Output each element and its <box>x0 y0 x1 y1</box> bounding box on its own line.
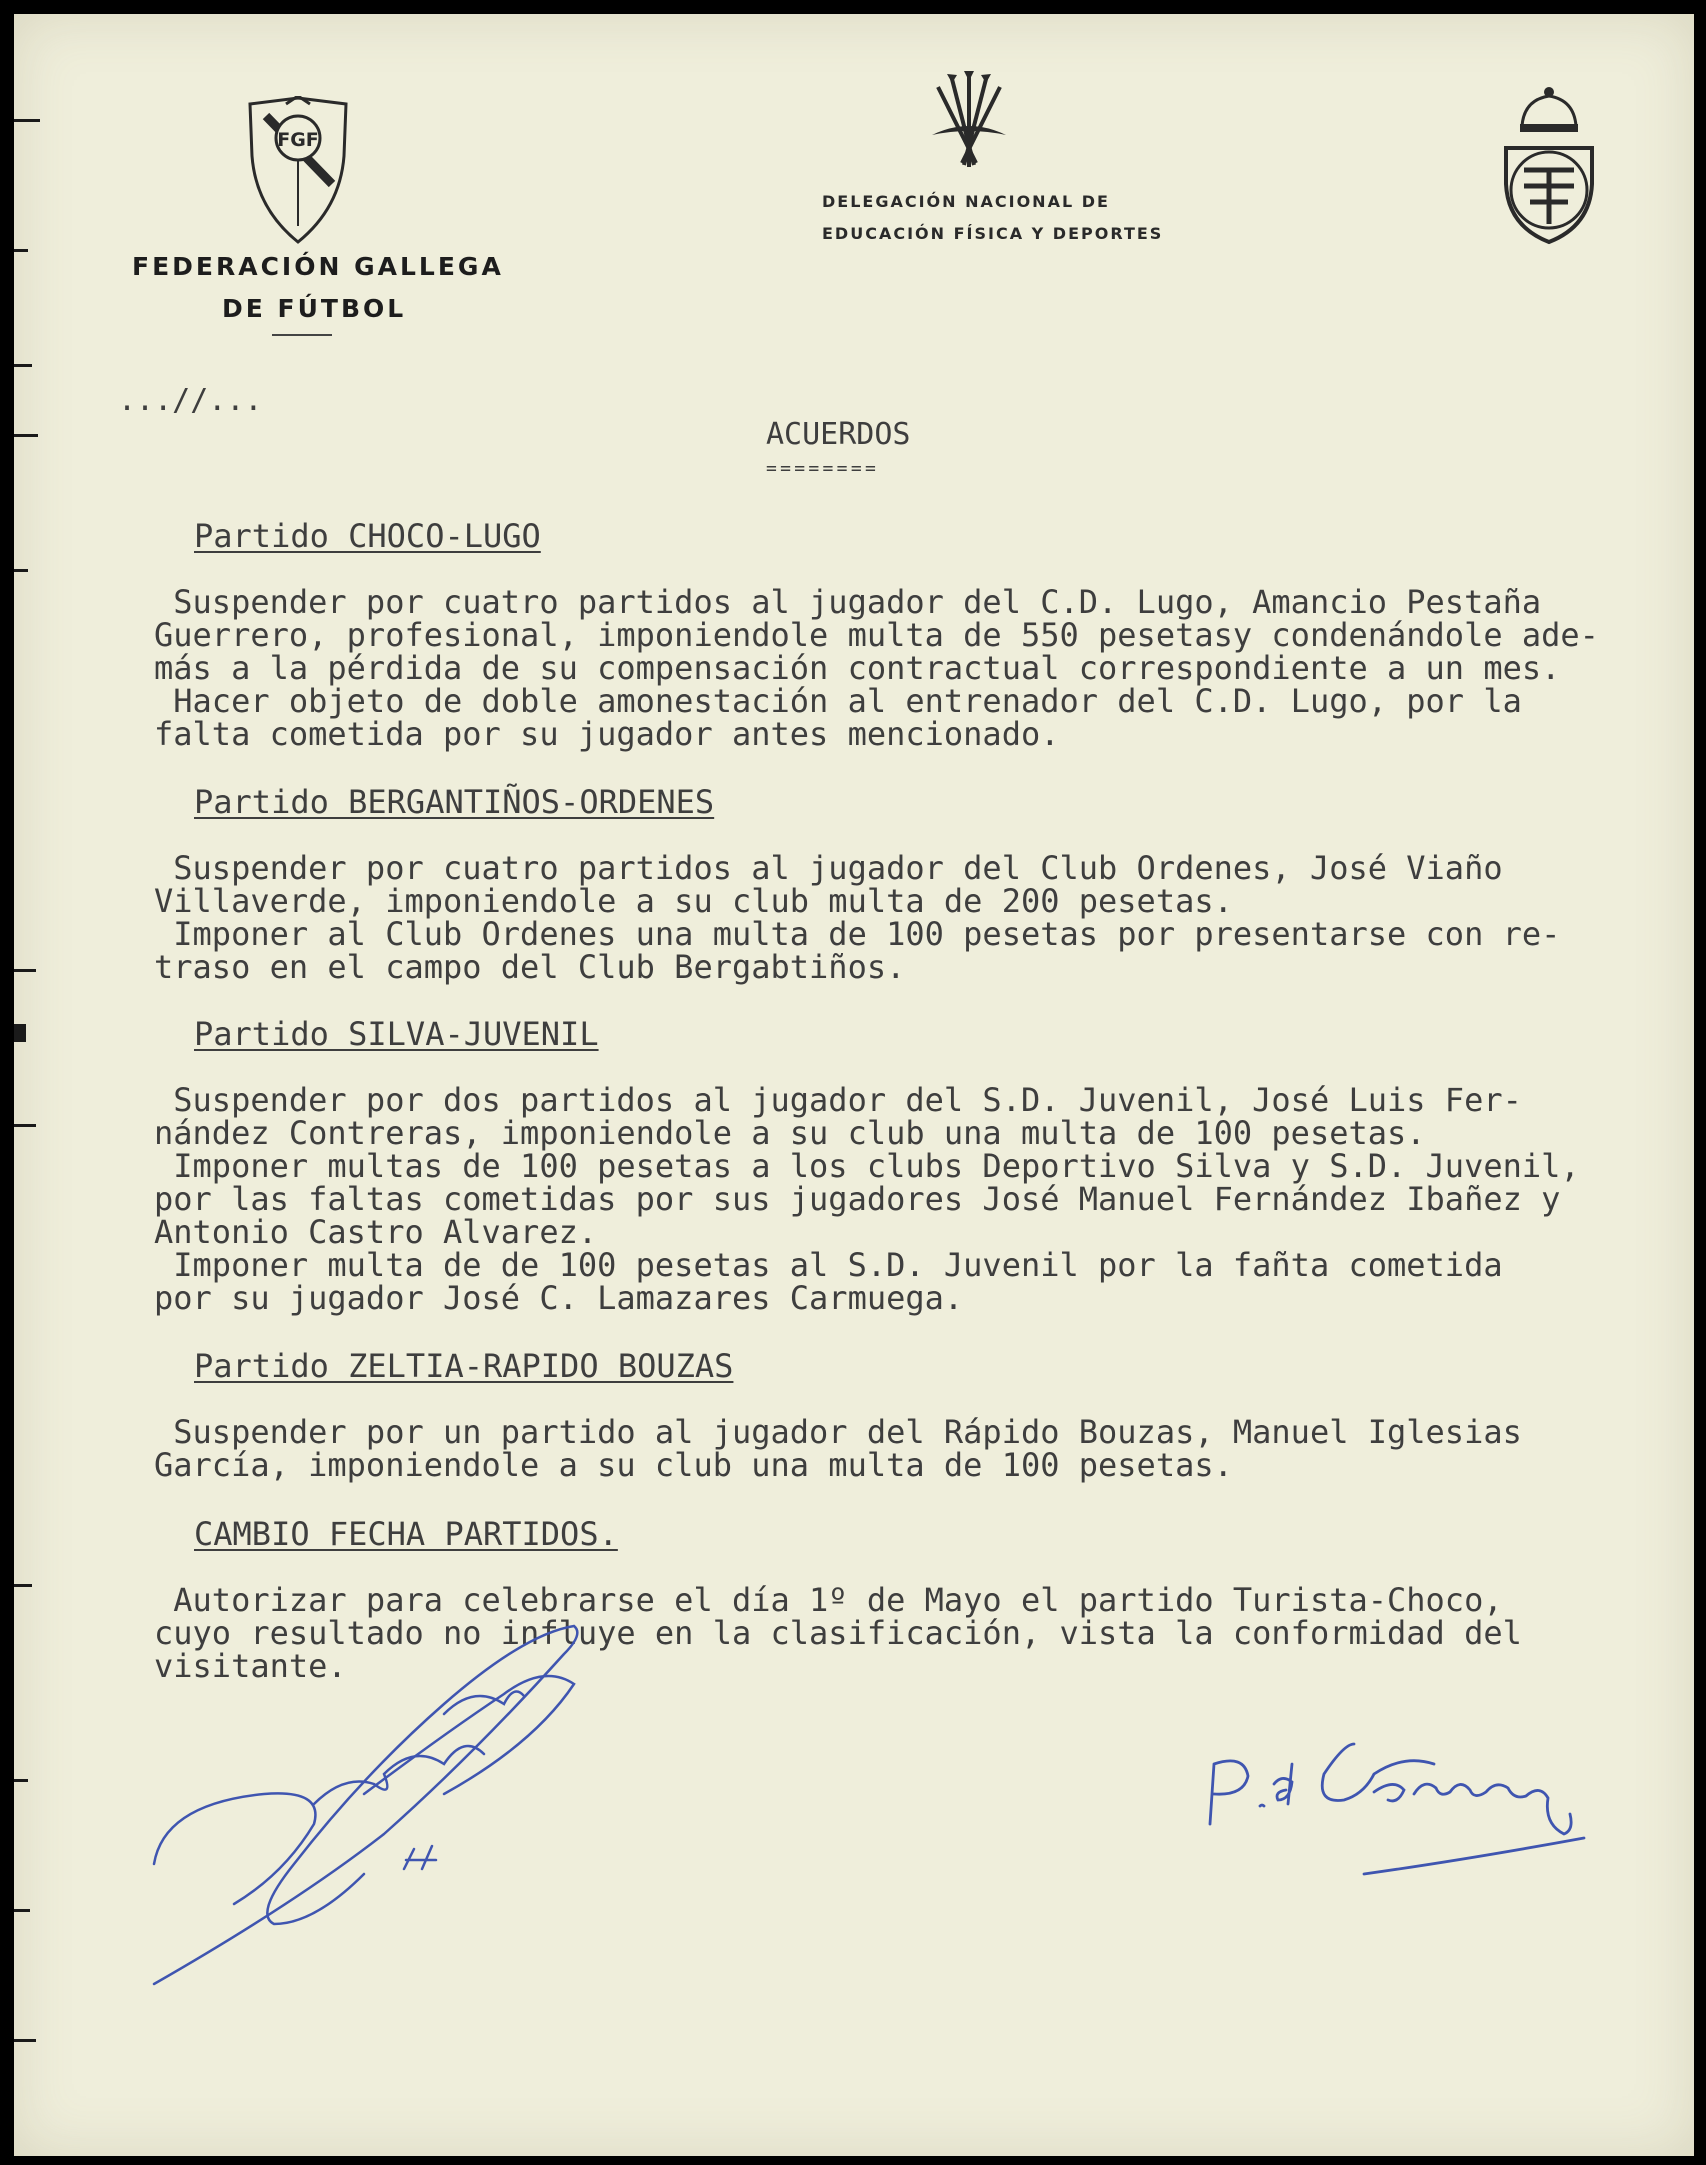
edge-mark <box>14 119 40 122</box>
letterhead-divider <box>272 334 332 336</box>
federation-name-line2: DE FÚTBOL <box>222 294 407 323</box>
delegation-line1: DELEGACIÓN NACIONAL DE <box>822 192 1110 211</box>
body-line: Hacer objeto de doble amonestación al entrenador del C.D. Lugo, por la <box>154 682 1522 720</box>
body-line: traso en el campo del Club Bergabtiños. <box>154 948 906 986</box>
section-heading-text: CAMBIO FECHA PARTIDOS. <box>194 1515 618 1553</box>
body-line: Villaverde, imponiendole a su club multa de 200 pesetas. <box>154 882 1233 920</box>
edge-mark <box>14 434 38 437</box>
federation-name-line1: FEDERACIÓN GALLEGA <box>132 252 504 281</box>
document-page <box>14 14 1694 2156</box>
section-heading-text: Partido ZELTIA-RAPIDO BOUZAS <box>194 1347 734 1385</box>
body-line: por su jugador José C. Lamazares Carmuega. <box>154 1279 964 1317</box>
federation-monogram: FGF <box>277 129 319 151</box>
section-heading <box>194 1515 618 1553</box>
continuation-mark: ...//... <box>118 383 263 418</box>
body-line: cuyo resultado no influye en la clasificación, vista la conformidad del <box>154 1614 1522 1652</box>
body-line: Suspender por cuatro partidos al jugador del Club Ordenes, José Viaño <box>154 849 1503 887</box>
body-line: Imponer multas de 100 pesetas a los clubs Deportivo Silva y S.D. Juvenil, <box>154 1147 1580 1185</box>
title-rule: ======== <box>766 458 880 479</box>
body-line: Antonio Castro Alvarez. <box>154 1213 598 1251</box>
body-line: por las faltas cometidas por sus jugadores José Manuel Fernández Ibañez y <box>154 1180 1561 1218</box>
body-line: Imponer multa de de 100 pesetas al S.D. Juvenil por la fañta cometida <box>154 1246 1503 1284</box>
section-heading <box>194 783 715 821</box>
body-line: Imponer al Club Ordenes una multa de 100 pesetas por presentarse con re- <box>154 915 1561 953</box>
section-heading <box>194 1347 734 1385</box>
body-line: Suspender por cuatro partidos al jugador del C.D. Lugo, Amancio Pestaña <box>154 583 1542 621</box>
edge-mark <box>14 1909 30 1912</box>
edge-mark <box>14 569 28 572</box>
yoke-arrows-emblem <box>924 69 1014 174</box>
edge-mark <box>14 2039 36 2042</box>
edge-mark <box>14 969 36 972</box>
section-heading-text: Partido CHOCO-LUGO <box>194 517 541 555</box>
body-line: Suspender por un partido al jugador del Rápido Bouzas, Manuel Iglesias <box>154 1413 1522 1451</box>
body-line: falta cometida por su jugador antes mencionado. <box>154 715 1060 753</box>
document-title: ACUERDOS <box>766 417 911 452</box>
body-line: más a la pérdida de su compensación contractual correspondiente a un mes. <box>154 649 1561 687</box>
federation-shield-logo <box>246 96 350 246</box>
crowned-crest-logo <box>1494 86 1604 246</box>
body-line: Autorizar para celebrarse el día 1º de Mayo el partido Turista-Choco, <box>154 1581 1503 1619</box>
section-heading <box>194 1015 599 1053</box>
signature-right <box>1204 1734 1604 1884</box>
body-line: visitante. <box>154 1647 347 1685</box>
body-line: García, imponiendole a su club una multa de 100 pesetas. <box>154 1446 1233 1484</box>
body-line: Suspender por dos partidos al jugador del S.D. Juvenil, José Luis Fer- <box>154 1081 1522 1119</box>
edge-mark <box>14 249 28 252</box>
edge-mark <box>14 1584 32 1587</box>
edge-mark <box>14 364 32 367</box>
edge-mark <box>14 1779 28 1782</box>
body-line: nández Contreras, imponiendole a su club una multa de 100 pesetas. <box>154 1114 1426 1152</box>
signature-left <box>144 1624 664 2004</box>
section-heading-text: Partido SILVA-JUVENIL <box>194 1015 599 1053</box>
edge-mark <box>14 1124 36 1127</box>
body-line: Guerrero, profesional, imponiendole multa de 550 pesetasy condenándole ade- <box>154 616 1599 654</box>
section-heading <box>194 517 541 555</box>
delegation-line2: EDUCACIÓN FÍSICA Y DEPORTES <box>822 224 1164 243</box>
section-heading-text: Partido BERGANTIÑOS-ORDENES <box>194 783 715 821</box>
edge-mark <box>14 1024 26 1042</box>
